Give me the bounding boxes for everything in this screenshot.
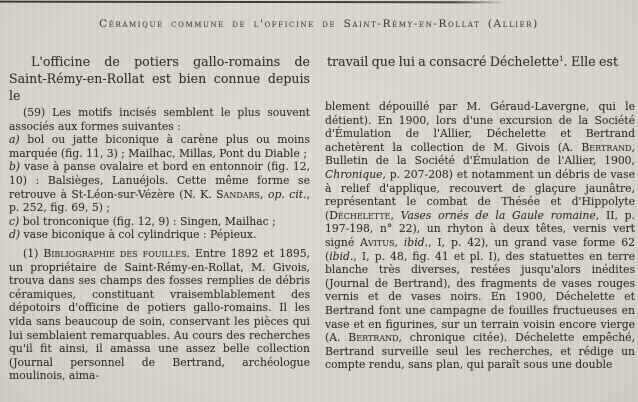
text-run: , p. 207-208) et notamment un débris de vase à relief d'applique, recouvert de glaçure jaunâtre, représentant le combat de Thésée et d'Hippolyte ( [325, 167, 635, 222]
text-run: , I, p. 48, fig. 41 et pl. I), des statuettes en terre blanche très diverses, restées jusqu'alors inédites (Journal de Bertrand), des fragments de vases rouges vernis et de vases noirs. En 1900, Déchelette et Bertrand font une campagne de fouilles fructueuses en vase et en figurines, sur un terrain voisin encore vierge (A. [325, 249, 635, 345]
intro-paragraph-right-column [327, 53, 636, 70]
footnote-1-continuation [325, 100, 635, 372]
text-run: , Bulletin de la Société d'Émulation de l'Allier, 1900, [325, 140, 635, 168]
text-run: travail que lui a consacré Déchelette [327, 54, 560, 69]
text-run: L'officine de potiers gallo-romains de Saint-Rémy-en-Rollat est bien connue depuis le [9, 54, 310, 103]
footnote-59-lead [9, 106, 310, 133]
text-run-sup: 1 [559, 54, 564, 63]
text-run: , [394, 235, 404, 249]
text-run-sc: Bertrand [348, 331, 399, 345]
text-run-sc: Sandars [216, 187, 261, 201]
text-run-i: c) [9, 214, 20, 228]
text-run-i: b) [9, 160, 21, 174]
text-run: bol tronconique (fig. 12, 9) : Singen, Mailhac ; [19, 214, 276, 228]
text-run: . Elle est [563, 54, 619, 69]
text-run: , [390, 208, 401, 222]
text-run: vase biconique à col cylindrique : Pépieux. [20, 228, 257, 242]
page-top-rule-divider [0, 1, 506, 4]
text-run: (59) Les motifs incisés semblent le plus souvent associés aux formes suivantes : [9, 106, 310, 133]
text-run-sc: Bertrand [581, 140, 632, 154]
page-title: Céramique commune de l'officine de Saint-Rémy-en-Rollat (Allier) [99, 18, 539, 30]
footnote-59-item-a [9, 133, 310, 160]
text-run: , p. 252, fig. 69, 5) ; [9, 187, 310, 215]
text-run-i: Vases ornés de la Gaule romaine [400, 208, 596, 222]
text-run: , II, p. 197-198, n° 22), un rhyton à deux têtes, vernis vert signé [325, 208, 635, 249]
text-run: blement dépouillé par M. Géraud-Lavergne, qui le détient). En 1900, lors d'une excursion de la Société d'Émulation de l'Allier, Déchelette et Bertrand achetèrent la collection de M. Givois (A. [325, 100, 635, 154]
footnote-59-item-b [9, 160, 310, 214]
text-run-i: a) [9, 133, 20, 147]
text-run: , I, p. 42), un grand vase forme 62 ( [325, 235, 635, 263]
footnote-1-bibliography [9, 247, 310, 383]
text-run: , [260, 187, 268, 201]
intro-paragraph-left-column [9, 53, 310, 104]
footnote-59-item-c [9, 215, 310, 229]
text-run-sc: Déchelette [329, 208, 391, 222]
footnotes-right-column [325, 100, 635, 372]
text-run: vase à panse ovalaire et bord en entonnoir (fig. 12, 10) : Balsièges, Lanuéjols. Cette même forme se retrouve à St-Léon-sur-Vézère (N. K. [9, 160, 310, 201]
text-run-i: d) [9, 228, 21, 242]
footnotes-left-column [9, 106, 310, 383]
text-run-i: Chronique [325, 167, 383, 181]
text-run: , chronique citée). Déchelette empêché, Bertrand surveille seul les recherches, et rédige un compte rendu, sans plan, qui paraît sous une double [325, 331, 636, 372]
text-run: (1) [23, 246, 44, 260]
text-run-sc: Bibliographie des fouilles [43, 246, 187, 260]
text-run: . Entre 1892 et 1895, un propriétaire de Saint-Rémy-en-Rollat, M. Givois, trouva dans ses champs des fosses remplies de débris céramiques, constituant vraisemblablement des dépotoirs d'officine de potiers gallo-romains. Il les vida sans beaucoup de soin, conservant les pièces qui lui semblaient remarquables. Au cours des recherches qu'il fit ainsi, il amassa une assez belle collection (Journal personnel de Bertrand, archéologue moulinois, aima- [9, 246, 310, 383]
text-run-sc: Avitus [360, 235, 395, 249]
text-run-i: ibid. [329, 249, 354, 263]
text-run-i: ibid. [403, 235, 428, 249]
text-run-i: op. cit. [267, 187, 307, 201]
text-run: bol ou jatte biconique à carène plus ou moins marquée (fig. 11, 3) ; Mailhac, Millas, Pont du Diable ; [9, 133, 310, 160]
footnote-59-item-d [9, 228, 310, 242]
